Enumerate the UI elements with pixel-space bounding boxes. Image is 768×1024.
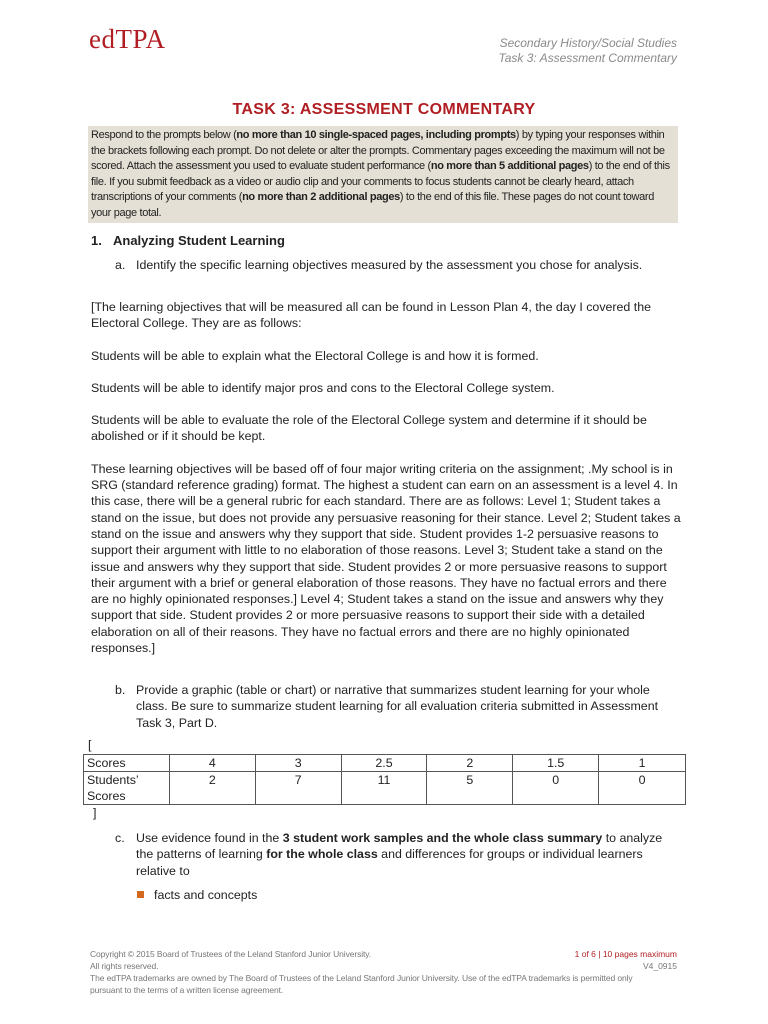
rights-line: All rights reserved.	[90, 961, 159, 971]
prompt-text-bold: for the whole class	[266, 847, 378, 862]
table-row	[84, 755, 686, 772]
document-header	[498, 36, 677, 66]
open-bracket: [	[88, 738, 92, 752]
prompt-text-part: to analyze the patterns of learning	[136, 831, 663, 862]
instructions-bold: no more than 2 additional pages	[242, 191, 400, 203]
response-paragraph: [The learning objectives that will be measured all can be found in Lesson Plan 4, the day I covered the Electoral College. They are as follows:	[91, 300, 651, 331]
task-label: Task 3: Assessment Commentary	[498, 51, 677, 65]
response-paragraph: Students will be able to evaluate the role of the Electoral College system and determine if it should be abolished or if it should be kept.	[91, 413, 647, 444]
edtpa-logo: edTPA	[89, 24, 166, 54]
table-header-cell: Scores	[84, 755, 170, 772]
prompt-text	[136, 830, 675, 879]
version-label: V4_0915	[642, 961, 677, 971]
table-cell: 1.5	[513, 755, 599, 772]
section-number: 1.	[91, 233, 102, 248]
table-cell: 3	[255, 755, 341, 772]
table-header-cell: Students’ Scores	[84, 772, 170, 805]
section-title: Analyzing Student Learning	[113, 233, 285, 248]
response-a	[91, 299, 681, 656]
instructions-text: ) by typing your responses within the brackets following each prompt. Do not delete or alter the prompts. Commentary pages exceeding the maximum will not be scored. Attach the assessment you used to evaluate student performance (	[91, 129, 665, 172]
prompt-text-part: Use evidence found in the	[136, 831, 283, 845]
subject-label: Secondary History/Social Studies	[499, 36, 677, 50]
table-cell: 2	[427, 755, 513, 772]
instructions-text: Respond to the prompts below (	[91, 129, 237, 141]
prompt-a	[115, 257, 675, 273]
response-paragraph: These learning objectives will be based off of four major writing criteria on the assignment; .My school is in SRG (standard reference grading) format. The highest a student can earn on an assessment is a level 4. In this case, there will be a general rubric for each standard. There are as follows: Level 1; Student takes a stand on the issue, but does not provide any persuasive reasoning for their stance. Level 2; Student takes a stand on the issue and answers why they support that side. Student provides 1-2 persuasive reasons to support their argument with little to no elaboration of those reasons. Level 3; Student take a stand on the issue and answers why they support that side. Student provides 2 or more persuasive reasons to support their argument with a brief or general elaboration of those reasons. They have no factual errors and there are no highly opinionated responses.] Level 4; Student takes a stand on the issue and answers why they support that side. Student provides 2 or more persuasive reasons to support their side with a detailed elaboration on all of their reasons. They have no factual errors and there are no highly opinionated responses.]	[91, 461, 681, 656]
table-cell: 2.5	[341, 755, 427, 772]
copyright-line: Copyright © 2015 Board of Trustees of the Leland Stanford Junior University.	[90, 949, 372, 959]
prompt-text: Identify the specific learning objectives measured by the assessment you chose for analysis.	[136, 258, 643, 272]
table-cell: 0	[513, 772, 599, 805]
table-cell: 2	[169, 772, 255, 805]
table-row	[84, 772, 686, 805]
table-cell: 1	[599, 755, 686, 772]
table-cell: 7	[255, 772, 341, 805]
scores-table	[83, 754, 686, 805]
table-cell: 11	[341, 772, 427, 805]
prompt-c	[115, 830, 675, 879]
prompt-text: Provide a graphic (table or chart) or narrative that summarizes student learning for your whole class. Be sure to summarize student learning for all evaluation criteria submitted in Assessment Task 3, Part D.	[136, 683, 659, 730]
instructions-box	[88, 126, 678, 223]
square-bullet-icon	[137, 891, 144, 898]
table-cell: 4	[169, 755, 255, 772]
instructions-text: ) to the end of this file. These pages do not count toward your page total.	[91, 191, 654, 219]
footer-copyright	[90, 948, 650, 996]
section-heading	[91, 233, 285, 248]
instructions-bold: no more than 10 single-spaced pages, including prompts	[236, 129, 516, 141]
prompt-text-part: and differences for groups or individual learners relative to	[136, 847, 643, 878]
bullet-item	[137, 888, 257, 902]
page-title: TASK 3: ASSESSMENT COMMENTARY	[232, 101, 536, 118]
prompt-letter: c.	[115, 831, 125, 845]
prompt-letter: b.	[115, 683, 126, 697]
close-bracket: ]	[93, 806, 97, 820]
prompt-letter: a.	[115, 258, 126, 272]
table-cell: 0	[599, 772, 686, 805]
prompt-b	[115, 682, 675, 731]
instructions-text: ) to the end of this file. If you submit feedback as a video or audio clip and your comments to focus students cannot be clearly heard, attach transcriptions of your comments (	[91, 160, 670, 203]
trademark-notice: The edTPA trademarks are owned by The Board of Trustees of the Leland Stanford Junior University. Use of the edTPA trademarks is permitted only pursuant to the terms of a written license agreement.	[90, 973, 633, 995]
footer-page-info	[575, 948, 677, 972]
bullet-text: facts and concepts	[154, 888, 258, 902]
instructions-bold: no more than 5 additional pages	[430, 160, 589, 172]
response-paragraph: Students will be able to identify major pros and cons to the Electoral College system.	[91, 380, 555, 395]
prompt-text-bold: 3 student work samples and the whole class summary	[282, 831, 603, 845]
response-paragraph: Students will be able to explain what the Electoral College is and how it is formed.	[91, 348, 539, 363]
page-count: 1 of 6 | 10 pages maximum	[574, 949, 677, 959]
table-cell: 5	[427, 772, 513, 805]
